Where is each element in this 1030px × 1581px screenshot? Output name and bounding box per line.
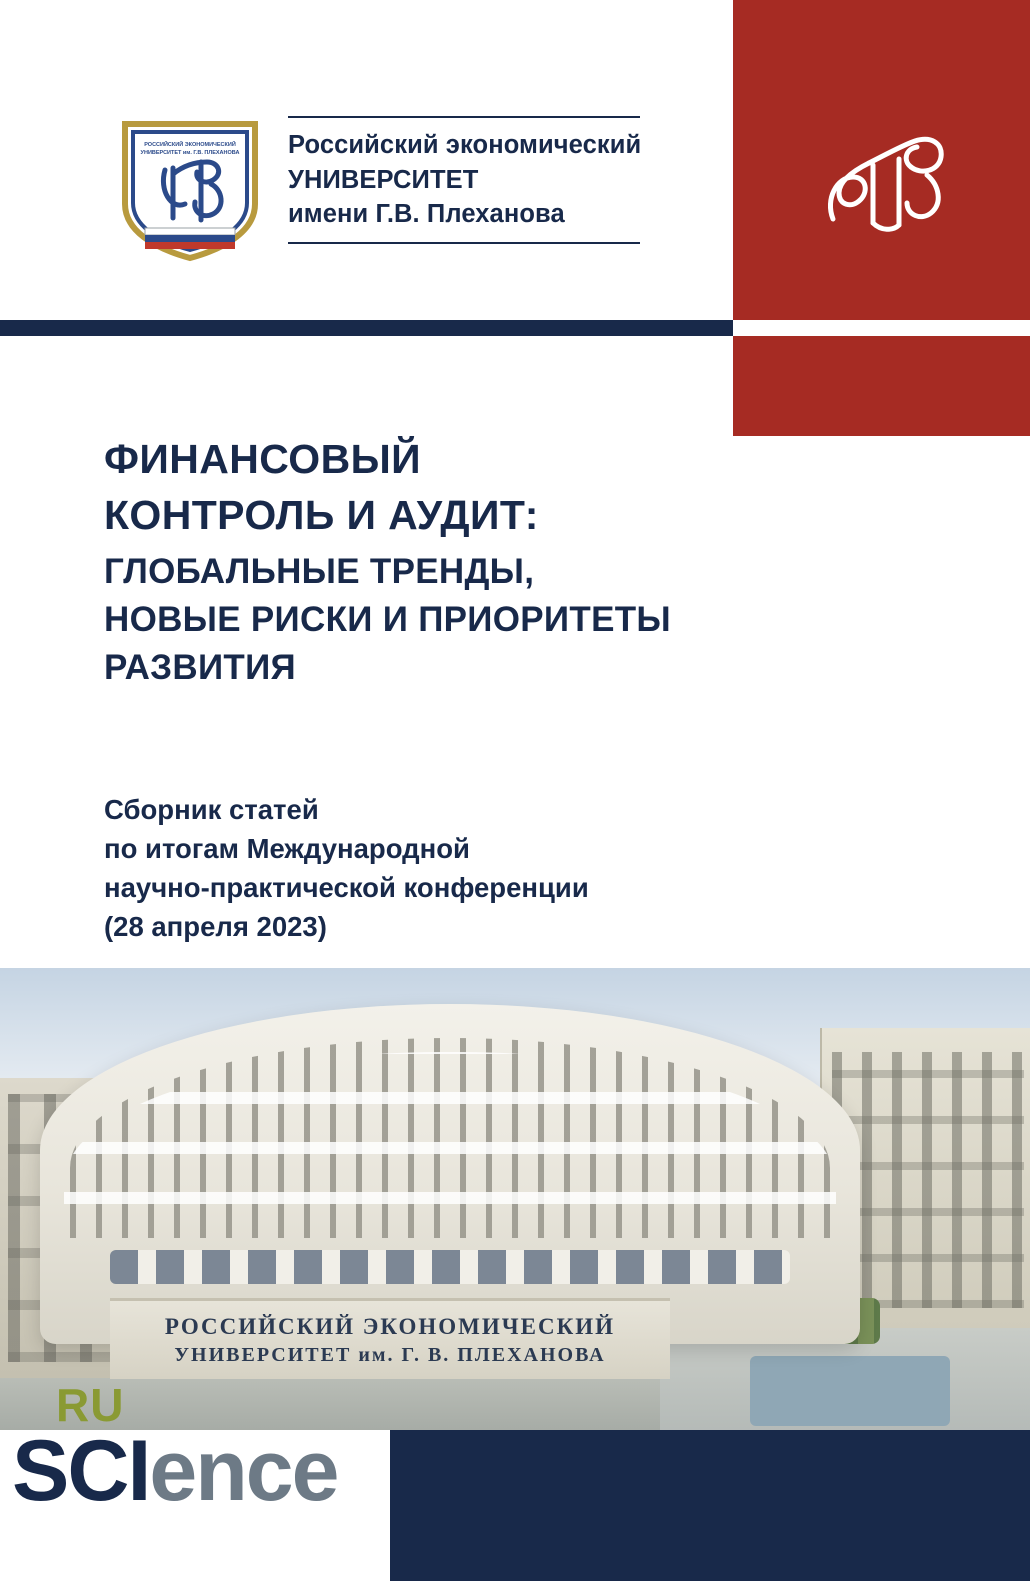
sub-title — [104, 548, 804, 693]
photo-building-sign — [110, 1298, 670, 1379]
main-title-line-2: КОНТРОЛЬ И АУДИТ: — [104, 491, 539, 538]
subtitle-line-3: научно-практической конференции — [104, 872, 589, 904]
university-name-line-2: УНИВЕРСИТЕТ — [288, 165, 479, 194]
subtitle-line-4: (28 апреля 2023) — [104, 911, 327, 943]
svg-text:УНИВЕРСИТЕТ им. Г.В. ПЛЕХАНОВА: УНИВЕРСИТЕТ им. Г.В. ПЛЕХАНОВА — [140, 150, 240, 156]
photo-building-sign-line-2: УНИВЕРСИТЕТ им. Г. В. ПЛЕХАНОВА — [174, 1343, 606, 1366]
sub-title-line-1: ГЛОБАЛЬНЫЕ ТРЕНДЫ, — [104, 551, 535, 591]
university-name-rule-bottom — [288, 242, 640, 244]
svg-text:РОССИЙСКИЙ ЭКОНОМИЧЕСКИЙ: РОССИЙСКИЙ ЭКОНОМИЧЕСКИЙ — [144, 142, 236, 148]
university-name-line-3: имени Г.В. Плеханова — [288, 200, 565, 229]
photo-pool — [750, 1356, 950, 1426]
cover-photograph — [0, 968, 1030, 1466]
university-name-rule-top — [288, 116, 640, 118]
coat-of-arms-icon — [115, 118, 265, 263]
rus-science-logo — [12, 1423, 338, 1519]
university-name-line-1: Российский экономический — [288, 131, 642, 159]
rus-science-logo-ru: RU — [56, 1379, 125, 1431]
title-block — [104, 432, 804, 692]
photo-building-sign-line-1: РОССИЙСКИЙ ЭКОНОМИЧЕСКИЙ — [164, 1313, 616, 1339]
main-title — [104, 432, 804, 544]
plekhanov-monogram-icon — [733, 110, 1030, 250]
university-emblem — [115, 118, 275, 263]
sub-title-line-3: РАЗВИТИЯ — [104, 648, 296, 688]
sub-title-line-2: НОВЫЕ РИСКИ И ПРИОРИТЕТЫ — [104, 599, 671, 639]
photo-main-building — [40, 1004, 860, 1344]
header-divider — [0, 320, 733, 336]
red-accent-block — [733, 336, 1030, 436]
subtitle-block — [104, 790, 804, 946]
rus-science-url: RUS-SCIENCE.RU — [178, 1524, 380, 1547]
rus-science-logo-ence: ence — [149, 1423, 338, 1519]
subtitle-line-2: по итогам Международной — [104, 833, 470, 865]
subtitle-line-1: Сборник статей — [104, 794, 319, 825]
university-name — [288, 128, 648, 232]
rus-science-logo-sci: SCI — [12, 1423, 150, 1519]
photo-building-windows — [110, 1250, 790, 1284]
main-title-line-1: ФИНАНСОВЫЙ — [104, 436, 421, 482]
